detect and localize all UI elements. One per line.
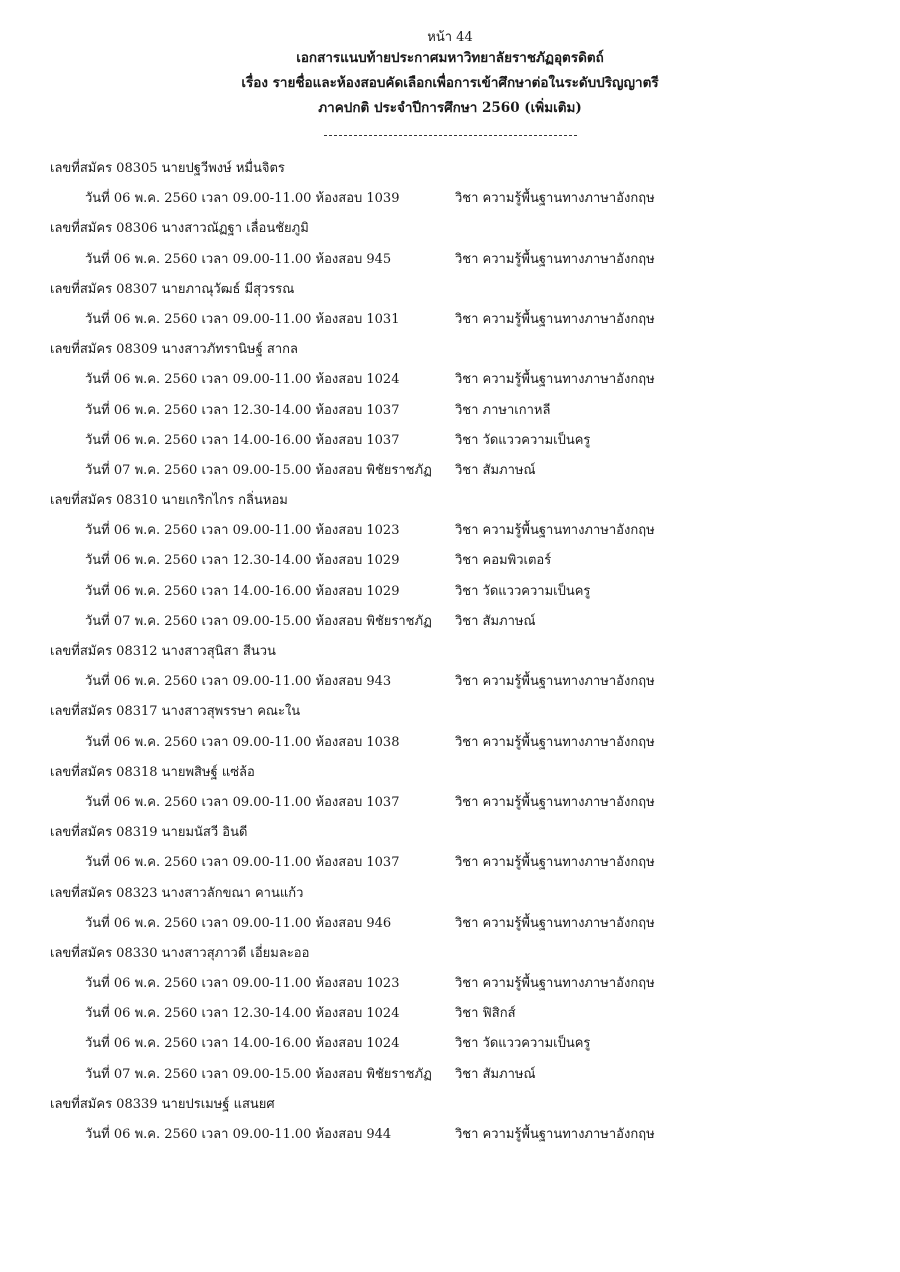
exam-session-row <box>50 607 870 637</box>
exam-datetime-room: วันที่ 06 พ.ค. 2560 เวลา 14.00-16.00 ห้องสอบ 1029 <box>85 583 400 599</box>
exam-subject: วิชา คอมพิวเตอร์ <box>455 553 552 569</box>
exam-datetime-room: วันที่ 06 พ.ค. 2560 เวลา 09.00-11.00 ห้องสอบ 1037 <box>85 794 400 810</box>
applicant-line: เลขที่สมัคร 08317 นางสาวสุพรรษา คณะใน <box>50 704 301 720</box>
exam-subject: วิชา ความรู้พื้นฐานทางภาษาอังกฤษ <box>455 251 655 267</box>
applicant-line: เลขที่สมัคร 08318 นายพสิษฐ์ แซ่ล้อ <box>50 764 255 780</box>
exam-subject: วิชา ความรู้พื้นฐานทางภาษาอังกฤษ <box>455 311 655 327</box>
exam-subject: วิชา ความรู้พื้นฐานทางภาษาอังกฤษ <box>455 191 655 207</box>
exam-session-row <box>50 667 870 697</box>
exam-subject: วิชา สัมภาษณ์ <box>455 1066 536 1082</box>
exam-subject: วิชา สัมภาษณ์ <box>455 613 536 629</box>
exam-subject: วิชา ฟิสิกส์ <box>455 1006 516 1022</box>
exam-session-row <box>50 426 870 456</box>
exam-datetime-room: วันที่ 07 พ.ค. 2560 เวลา 09.00-15.00 ห้องสอบ พิชัยราชภัฏ <box>85 462 432 478</box>
exam-subject: วิชา ความรู้พื้นฐานทางภาษาอังกฤษ <box>455 794 655 810</box>
exam-datetime-room: วันที่ 06 พ.ค. 2560 เวลา 09.00-11.00 ห้องสอบ 946 <box>85 915 392 931</box>
exam-datetime-room: วันที่ 06 พ.ค. 2560 เวลา 09.00-11.00 ห้องสอบ 1031 <box>85 311 400 327</box>
exam-session-row <box>50 1029 870 1059</box>
exam-datetime-room: วันที่ 07 พ.ค. 2560 เวลา 09.00-15.00 ห้องสอบ พิชัยราชภัฏ <box>85 613 432 629</box>
exam-datetime-room: วันที่ 06 พ.ค. 2560 เวลา 09.00-11.00 ห้องสอบ 1023 <box>85 523 400 539</box>
page-number: หน้า 44 <box>427 30 473 45</box>
header-divider <box>324 135 577 136</box>
exam-session-row <box>50 546 870 576</box>
exam-datetime-room: วันที่ 06 พ.ค. 2560 เวลา 12.30-14.00 ห้องสอบ 1029 <box>85 553 400 569</box>
exam-subject: วิชา ความรู้พื้นฐานทางภาษาอังกฤษ <box>455 915 655 931</box>
exam-session-row <box>50 184 870 214</box>
exam-subject: วิชา ความรู้พื้นฐานทางภาษาอังกฤษ <box>455 976 655 992</box>
exam-datetime-room: วันที่ 06 พ.ค. 2560 เวลา 12.30-14.00 ห้องสอบ 1024 <box>85 1006 400 1022</box>
exam-datetime-room: วันที่ 06 พ.ค. 2560 เวลา 09.00-11.00 ห้องสอบ 1037 <box>85 855 400 871</box>
applicant-line: เลขที่สมัคร 08307 นายภาณุวัฒธ์ มีสุวรรณ <box>50 281 295 297</box>
exam-session-row <box>50 577 870 607</box>
exam-session-row <box>50 305 870 335</box>
exam-subject: วิชา สัมภาษณ์ <box>455 462 536 478</box>
applicant-line: เลขที่สมัคร 08312 นางสาวสุนิสา สีนวน <box>50 644 276 659</box>
applicant-line: เลขที่สมัคร 08309 นางสาวภัทรานิษฐ์ สากล <box>50 342 298 358</box>
exam-session-row <box>50 788 870 818</box>
exam-subject: วิชา วัดแววความเป็นครู <box>455 583 591 599</box>
exam-subject: วิชา ความรู้พื้นฐานทางภาษาอังกฤษ <box>455 523 655 539</box>
applicant-line: เลขที่สมัคร 08330 นางสาวสุภาวดี เอี่ยมละออ <box>50 945 310 961</box>
exam-session-row <box>50 456 870 486</box>
document-header <box>0 30 900 121</box>
exam-datetime-room: วันที่ 06 พ.ค. 2560 เวลา 14.00-16.00 ห้องสอบ 1037 <box>85 432 400 448</box>
exam-datetime-room: วันที่ 06 พ.ค. 2560 เวลา 14.00-16.00 ห้องสอบ 1024 <box>85 1036 400 1052</box>
exam-session-row <box>50 516 870 546</box>
exam-datetime-room: วันที่ 06 พ.ค. 2560 เวลา 09.00-11.00 ห้องสอบ 945 <box>85 251 392 267</box>
exam-datetime-room: วันที่ 06 พ.ค. 2560 เวลา 09.00-11.00 ห้องสอบ 1038 <box>85 734 400 750</box>
exam-datetime-room: วันที่ 06 พ.ค. 2560 เวลา 09.00-11.00 ห้องสอบ 944 <box>85 1127 392 1142</box>
exam-datetime-room: วันที่ 06 พ.ค. 2560 เวลา 09.00-11.00 ห้องสอบ 1023 <box>85 976 400 992</box>
applicant-line: เลขที่สมัคร 08339 นายปรเมษฐ์ แสนยศ <box>50 1096 275 1112</box>
exam-session-row <box>50 969 870 999</box>
applicant-list <box>50 154 870 1150</box>
exam-datetime-room: วันที่ 06 พ.ค. 2560 เวลา 09.00-11.00 ห้องสอบ 1024 <box>85 372 400 388</box>
exam-session-row <box>50 909 870 939</box>
applicant-line: เลขที่สมัคร 08319 นายมนัสวี อินดี <box>50 825 248 841</box>
exam-session-row <box>50 245 870 275</box>
announcement-subject: เรื่อง รายชื่อและห้องสอบคัดเลือกเพื่อการเข้าศึกษาต่อในระดับปริญญาตรี <box>241 75 659 91</box>
exam-subject: วิชา ความรู้พื้นฐานทางภาษาอังกฤษ <box>455 855 655 871</box>
applicant-line: เลขที่สมัคร 08310 นายเกริกไกร กลิ่นหอม <box>50 493 288 509</box>
exam-subject: วิชา ความรู้พื้นฐานทางภาษาอังกฤษ <box>455 734 655 750</box>
exam-session-row <box>50 1120 870 1150</box>
exam-datetime-room: วันที่ 07 พ.ค. 2560 เวลา 09.00-15.00 ห้องสอบ พิชัยราชภัฏ <box>85 1066 432 1082</box>
applicant-line: เลขที่สมัคร 08323 นางสาวลักขณา คานแก้ว <box>50 885 304 901</box>
exam-session-row <box>50 848 870 878</box>
exam-session-row <box>50 728 870 758</box>
announcement-title: เอกสารแนบท้ายประกาศมหาวิทยาลัยราชภัฏอุตรดิตถ์ <box>296 50 604 66</box>
exam-subject: วิชา ความรู้พื้นฐานทางภาษาอังกฤษ <box>455 674 655 690</box>
exam-subject: วิชา ความรู้พื้นฐานทางภาษาอังกฤษ <box>455 1127 655 1142</box>
exam-subject: วิชา ภาษาเกาหลี <box>455 402 551 418</box>
exam-datetime-room: วันที่ 06 พ.ค. 2560 เวลา 09.00-11.00 ห้องสอบ 943 <box>85 674 392 690</box>
exam-datetime-room: วันที่ 06 พ.ค. 2560 เวลา 12.30-14.00 ห้องสอบ 1037 <box>85 402 400 418</box>
exam-session-row <box>50 999 870 1029</box>
applicant-line: เลขที่สมัคร 08306 นางสาวณัฏฐา เลื่อนชัยภูมิ <box>50 221 309 237</box>
exam-datetime-room: วันที่ 06 พ.ค. 2560 เวลา 09.00-11.00 ห้องสอบ 1039 <box>85 191 400 207</box>
exam-subject: วิชา วัดแววความเป็นครู <box>455 432 591 448</box>
exam-session-row <box>50 365 870 395</box>
exam-subject: วิชา วัดแววความเป็นครู <box>455 1036 591 1052</box>
exam-subject: วิชา ความรู้พื้นฐานทางภาษาอังกฤษ <box>455 372 655 388</box>
announcement-term: ภาคปกติ ประจำปีการศึกษา 2560 (เพิ่มเติม) <box>318 100 582 116</box>
exam-session-row <box>50 396 870 426</box>
exam-session-row <box>50 1060 870 1090</box>
applicant-line: เลขที่สมัคร 08305 นายปฐวีพงษ์ หมื่นจิตร <box>50 161 285 176</box>
